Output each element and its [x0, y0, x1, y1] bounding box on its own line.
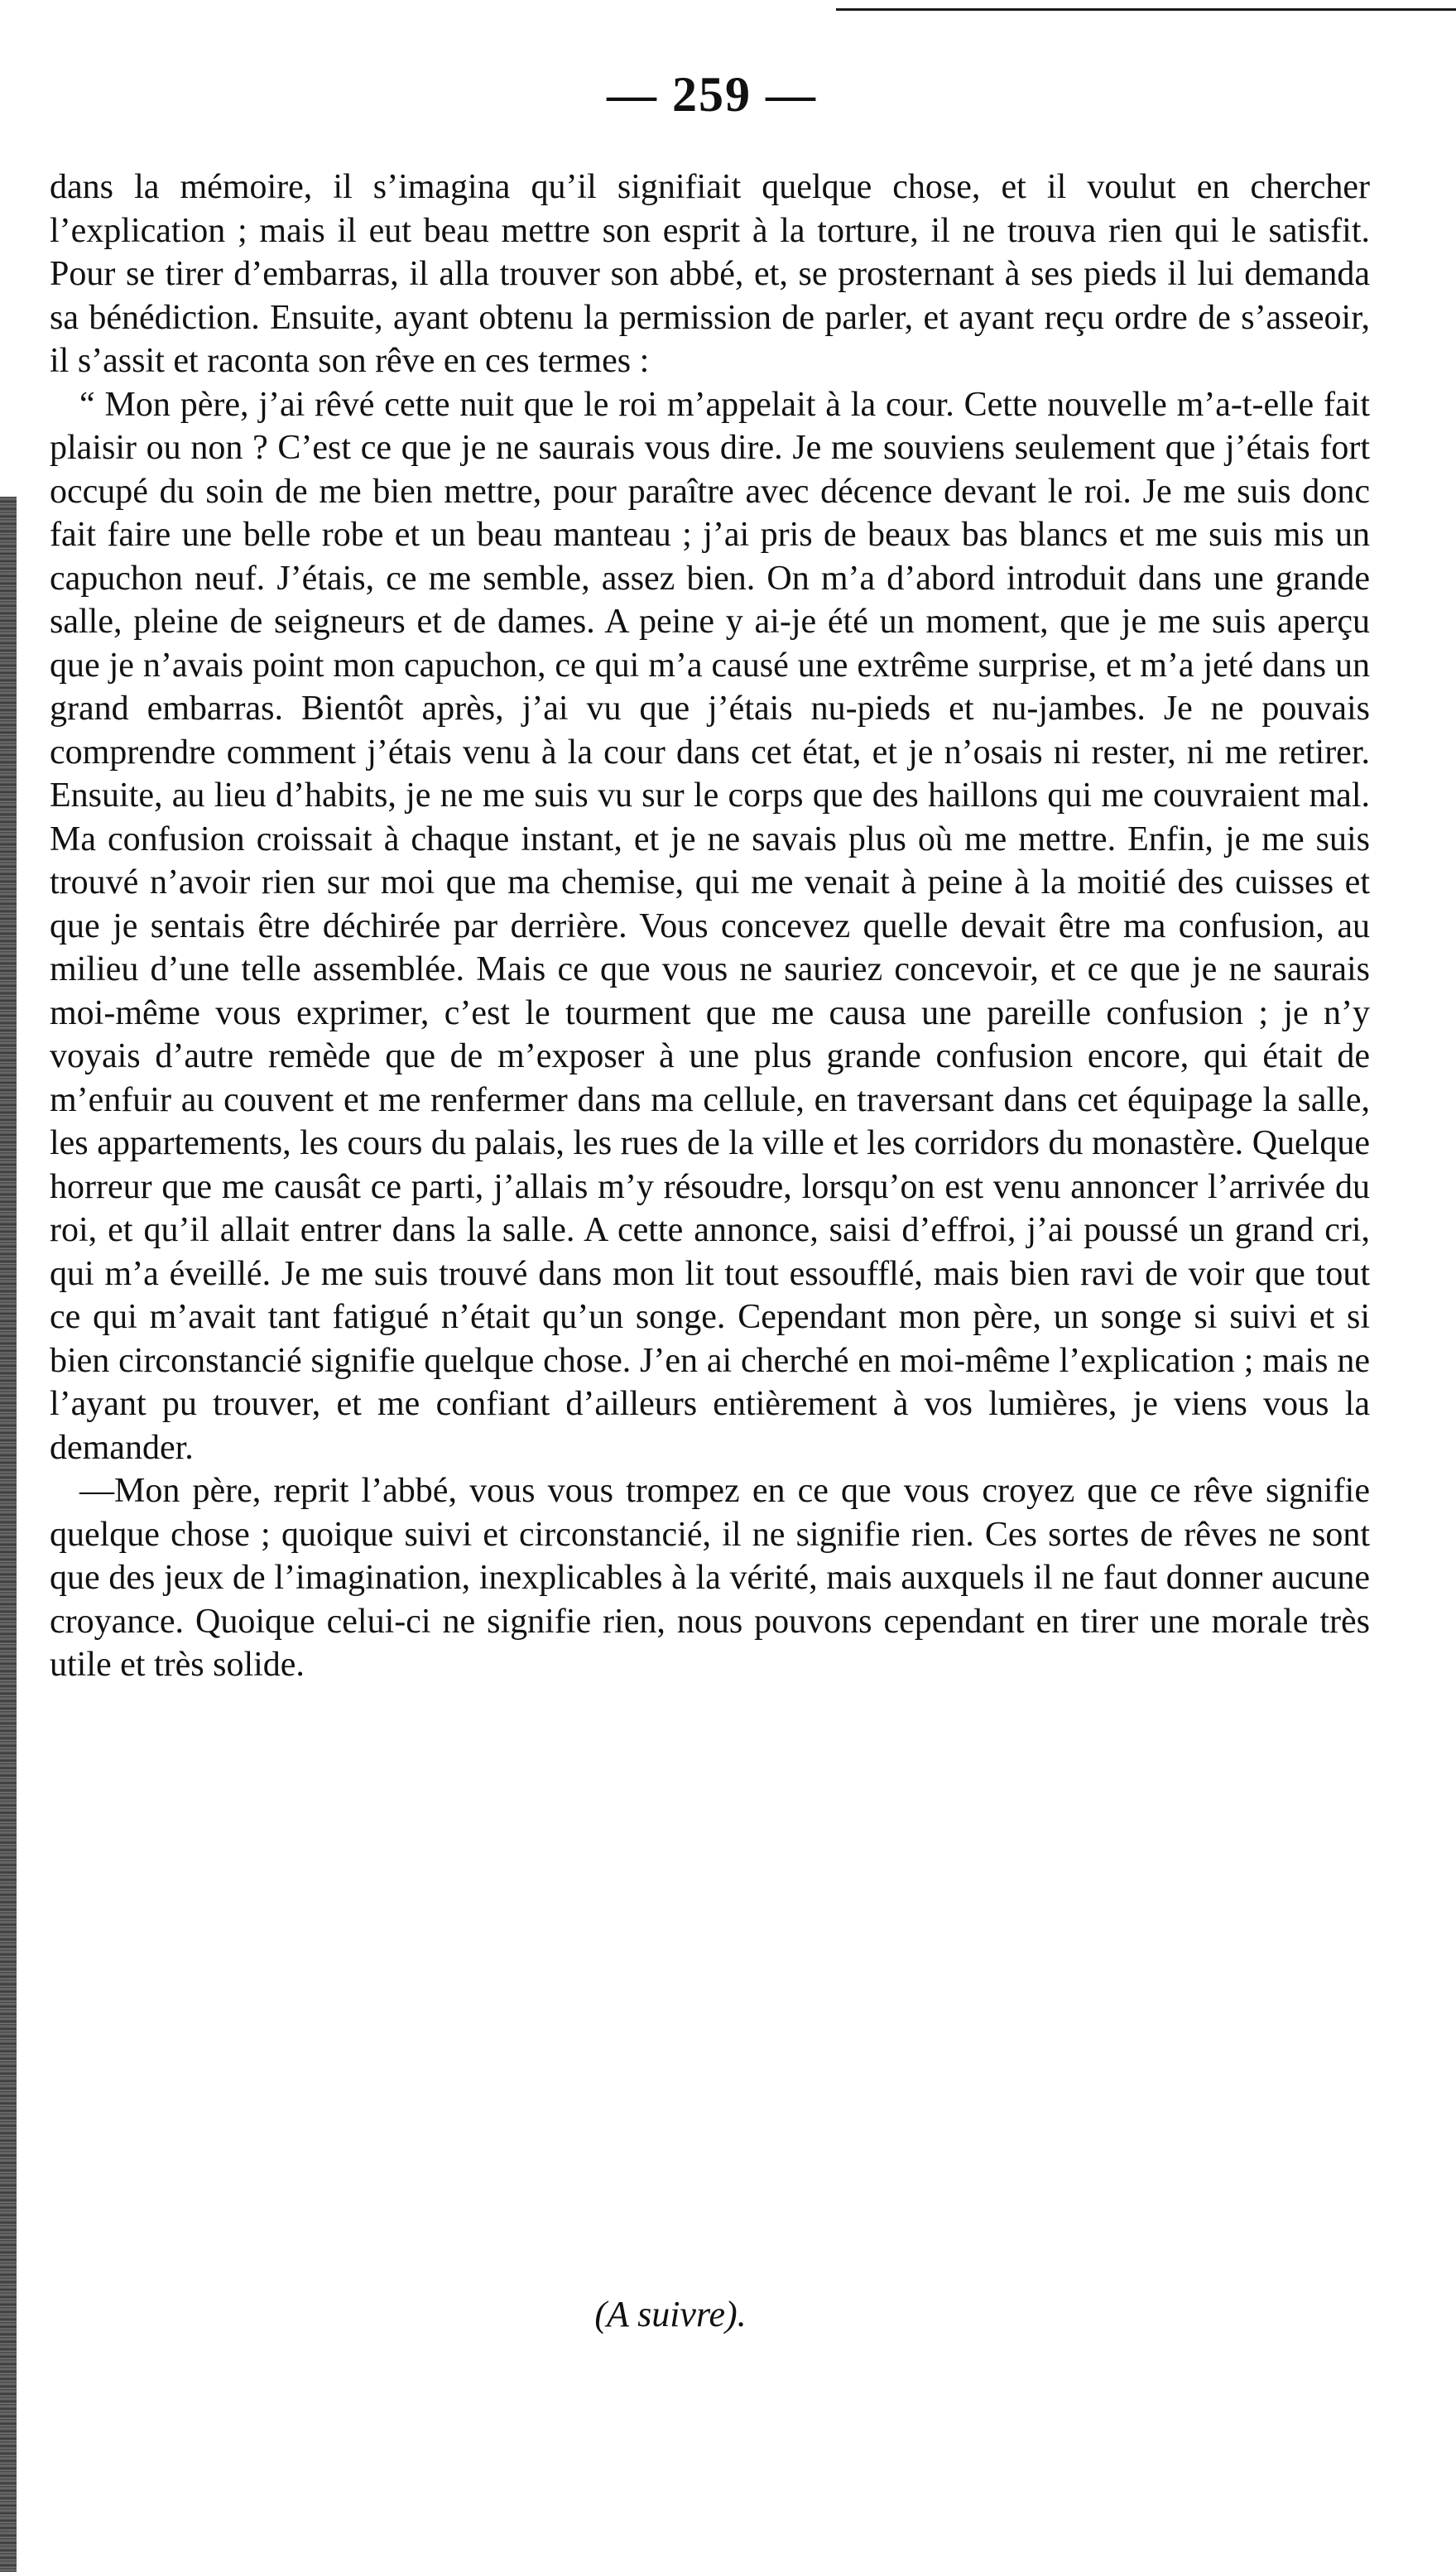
paragraph-3: —Mon père, reprit l’abbé, vous vous trompez en ce que vous croyez que ce rêve signifie quelque chose ; quoique suivi et circonstancié, il ne signifie rien. Ces sortes de rêves ne sont que des jeux de l’imagination, inexplicables à la vérité, mais auxquels il ne faut donner aucune croyance. Quoique celui-ci ne signifie rien, nous pouvons cependant en tirer une morale très utile et très solide.: [50, 1472, 1370, 1684]
top-rule: [836, 8, 1456, 11]
book-page: [50, 50, 1374, 2525]
paragraph-2: “ Mon père, j’ai rêvé cette nuit que le roi m’appelait à la cour. Cette nouvelle m’a-t-elle fait plaisir ou non ? C’est ce que je ne saurais vous dire. Je me souviens seulement que j’étais fort occupé du soin de me bien mettre, pour paraître avec décence devant le roi. Je me suis donc fait faire une belle robe et un beau manteau ; j’ai pris de beaux bas blancs et me suis mis un capuchon neuf. J’étais, ce me semble, assez bien. On m’a d’abord introduit dans une grande salle, pleine de seigneurs et de dames. A peine y ai-je été un moment, que je me suis aperçu que je n’avais point mon capuchon, ce qui m’a causé une extrême surprise, et m’a jeté dans un grand embarras. Bientôt après, j’ai vu que j’étais nu-pieds et nu-jambes. Je ne pouvais comprendre comment j’étais venu à la cour dans cet état, et je n’osais ni rester, ni me retirer. Ensuite, au lieu d’habits, je ne me suis vu sur le corps que des haillons qui me couvraient mal. Ma confusion croissait à chaque instant, et je ne savais plus où me mettre. Enfin, je me suis trouvé n’avoir rien sur moi que ma chemise, qui me venait à peine à la moitié des cuisses et que je sentais être déchirée par derrière. Vous concevez quelle devait être ma confusion, au milieu d’une telle assemblée. Mais ce que vous ne sauriez concevoir, et ce que je ne saurais moi-même vous exprimer, c’est le tourment que me causa une pareille confusion ; je n’y voyais d’autre remède que de m’exposer à une plus grande confusion encore, qui était de m’enfuir au couvent et me renfermer dans ma cellule, en traversant dans cet équipage la salle, les appartements, les cours du palais, les rues de la ville et les corridors du monastère. Quelque horreur que me causât ce parti, j’allais m’y résoudre, lorsqu’on est venu annoncer l’arrivée du roi, et qu’il allait entrer dans la salle. A cette annonce, saisi d’effroi, j’ai poussé un grand cri, qui m’a éveillé. Je me suis trouvé dans mon lit tout essoufflé, mais bien ravi de voir que tout ce qui m’avait tant fatigué n’était qu’un songe. Cependant mon père, un songe si suivi et si bien circonstancié signifie quelque chose. J’en ai cherché en moi-même l’explication ; mais ne l’ayant pu trouver, et me confiant d’ailleurs entièrement à vos lumières, je viens vous la demander.: [50, 385, 1370, 1467]
page-number: — 259 —: [607, 67, 817, 122]
body-text: [50, 166, 1370, 1687]
paragraph-1: dans la mémoire, il s’imagina qu’il signifiait quelque chose, et il voulut en chercher l’explication ; mais il eut beau mettre son esprit à la torture, il ne trouva rien qui le satisfit. Pour se tirer d’embarras, il alla trouver son abbé, et, se prosternant à ses pieds il lui demanda sa bénédiction. Ensuite, ayant obtenu la permission de parler, et ayant reçu ordre de s’asseoir, il s’assit et raconta son rêve en ces termes :: [50, 168, 1370, 380]
binding-edge: [0, 497, 17, 2572]
continuation-note: (A suivre).: [594, 2294, 747, 2334]
